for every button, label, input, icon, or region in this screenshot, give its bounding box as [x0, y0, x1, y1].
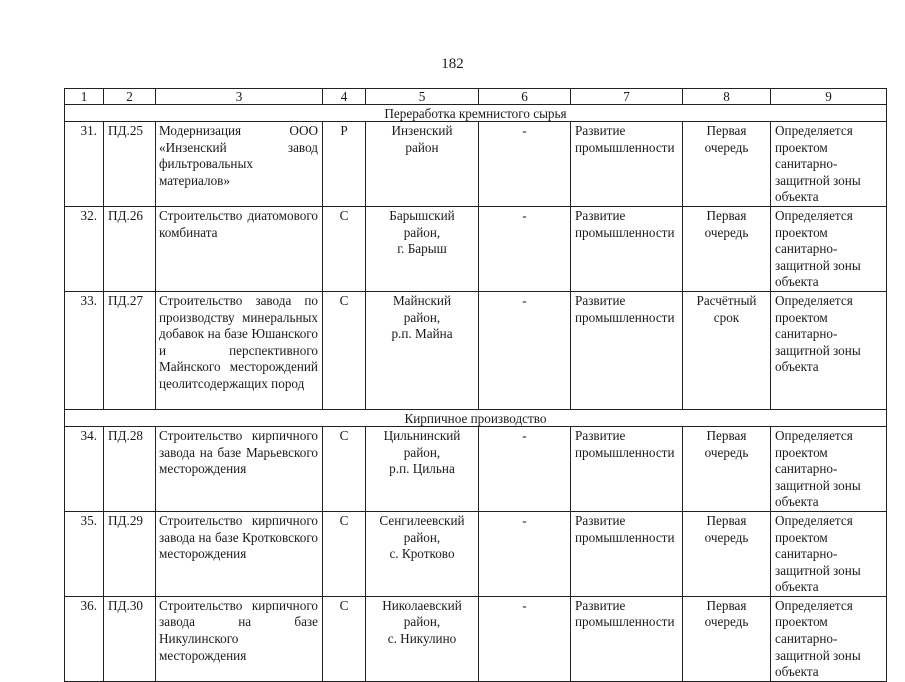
location-line: г. Барыш	[397, 241, 447, 257]
status-cell: С	[323, 426, 366, 511]
location-line: Сенгилеевский	[379, 512, 465, 528]
row-number-cell: 33.	[65, 291, 104, 409]
page-number: 182	[441, 56, 464, 72]
zone-cell: Определяется проектом санитарно-защитной зоны объекта	[771, 291, 887, 409]
table-body	[65, 105, 887, 682]
purpose-cell: Развитие промышленности	[571, 291, 683, 409]
table-row	[65, 596, 887, 681]
zone-cell: Определяется проектом санитарно-защитной зоны объекта	[771, 511, 887, 596]
stage-cell	[683, 122, 771, 207]
zone-cell: Определяется проектом санитарно-защитной зоны объекта	[771, 122, 887, 207]
section-title: Кирпичное производство	[65, 409, 887, 426]
purpose-cell: Развитие промышленности	[571, 596, 683, 681]
status-cell: С	[323, 291, 366, 409]
location-line: район,	[403, 444, 441, 460]
column-header-3: 3	[156, 89, 323, 105]
stage-line: Первая	[706, 597, 747, 613]
status-cell: Р	[323, 122, 366, 207]
zone-cell: Определяется проектом санитарно-защитной зоны объекта	[771, 206, 887, 291]
stage-line: очередь	[704, 224, 749, 240]
location-line: район,	[403, 309, 441, 325]
stage-cell	[683, 511, 771, 596]
stage-line: Первая	[706, 427, 747, 443]
column-header-7: 7	[571, 89, 683, 105]
object-name-cell: Строительство кирпичного завода на базе Марьевского месторождения	[156, 426, 323, 511]
location-line: Барышский	[389, 207, 455, 223]
area-cell: -	[479, 206, 571, 291]
location-cell	[366, 426, 479, 511]
column-header-1: 1	[65, 89, 104, 105]
location-line: район,	[403, 224, 441, 240]
location-line: Инзенский	[391, 123, 453, 138]
location-line: Николаевский	[382, 597, 462, 613]
stage-line: Первая	[706, 512, 747, 528]
object-code-cell: ПД.27	[104, 291, 156, 409]
location-line: с. Никулино	[387, 631, 457, 647]
section-header-row	[65, 409, 887, 426]
area-cell: -	[479, 511, 571, 596]
status-cell: С	[323, 596, 366, 681]
object-code-cell: ПД.28	[104, 426, 156, 511]
column-header-9: 9	[771, 89, 887, 105]
stage-line: Первая	[706, 123, 747, 138]
location-cell	[366, 122, 479, 207]
table-row	[65, 511, 887, 596]
area-cell: -	[479, 122, 571, 207]
stage-line: срок	[713, 309, 740, 325]
purpose-cell: Развитие промышленности	[571, 122, 683, 207]
column-header-5: 5	[366, 89, 479, 105]
row-number-cell: 34.	[65, 426, 104, 511]
column-header-2: 2	[104, 89, 156, 105]
status-cell: С	[323, 206, 366, 291]
purpose-cell: Развитие промышленности	[571, 206, 683, 291]
location-line: район	[405, 139, 439, 155]
stage-line: очередь	[704, 444, 749, 460]
stage-line: Расчётный	[696, 292, 757, 308]
stage-cell	[683, 596, 771, 681]
stage-cell	[683, 291, 771, 409]
location-cell	[366, 291, 479, 409]
object-code-cell: ПД.25	[104, 122, 156, 207]
object-code-cell: ПД.29	[104, 511, 156, 596]
object-name-cell: Строительство диатомового комбината	[156, 206, 323, 291]
location-line: район,	[403, 529, 441, 545]
zone-cell: Определяется проектом санитарно-защитной зоны объекта	[771, 426, 887, 511]
location-cell	[366, 596, 479, 681]
location-line: район,	[403, 614, 441, 630]
row-number-cell: 36.	[65, 596, 104, 681]
status-cell: С	[323, 511, 366, 596]
area-cell: -	[479, 426, 571, 511]
row-number-cell: 32.	[65, 206, 104, 291]
table-row	[65, 426, 887, 511]
object-name-cell: Модернизация ООО «Инзенский завод фильтровальных материалов»	[156, 122, 323, 207]
table-row	[65, 122, 887, 207]
stage-line: очередь	[704, 529, 749, 545]
row-number-cell: 31.	[65, 122, 104, 207]
location-line: Цильнинский	[383, 427, 461, 443]
object-name-cell: Строительство кирпичного завода на базе Кротковского месторождения	[156, 511, 323, 596]
location-line: с. Кротково	[389, 546, 455, 562]
stage-cell	[683, 206, 771, 291]
zone-cell: Определяется проектом санитарно-защитной зоны объекта	[771, 596, 887, 681]
location-cell	[366, 511, 479, 596]
purpose-cell: Развитие промышленности	[571, 511, 683, 596]
object-name-cell: Строительство завода по производству минеральных добавок на базе Юшанского и перспективного Майнского месторождений цеолитсодержащих пород	[156, 291, 323, 409]
table-row	[65, 206, 887, 291]
stage-line: очередь	[704, 614, 749, 630]
table-row	[65, 291, 887, 409]
object-code-cell: ПД.26	[104, 206, 156, 291]
column-header-8: 8	[683, 89, 771, 105]
area-cell: -	[479, 291, 571, 409]
section-title: Переработка кремнистого сырья	[65, 105, 887, 122]
area-cell: -	[479, 596, 571, 681]
column-header-4: 4	[323, 89, 366, 105]
column-numbers-row	[65, 89, 887, 105]
location-cell	[366, 206, 479, 291]
location-line: Майнский	[392, 292, 452, 308]
column-header-6: 6	[479, 89, 571, 105]
stage-line: очередь	[704, 139, 749, 155]
objects-table	[64, 88, 887, 682]
stage-cell	[683, 426, 771, 511]
location-line: р.п. Майна	[391, 326, 453, 342]
purpose-cell: Развитие промышленности	[571, 426, 683, 511]
row-number-cell: 35.	[65, 511, 104, 596]
location-line: р.п. Цильна	[389, 461, 455, 477]
object-name-cell: Строительство кирпичного завода на базе Никулинского месторождения	[156, 596, 323, 681]
stage-line: Первая	[706, 207, 747, 223]
object-code-cell: ПД.30	[104, 596, 156, 681]
section-header-row	[65, 105, 887, 122]
